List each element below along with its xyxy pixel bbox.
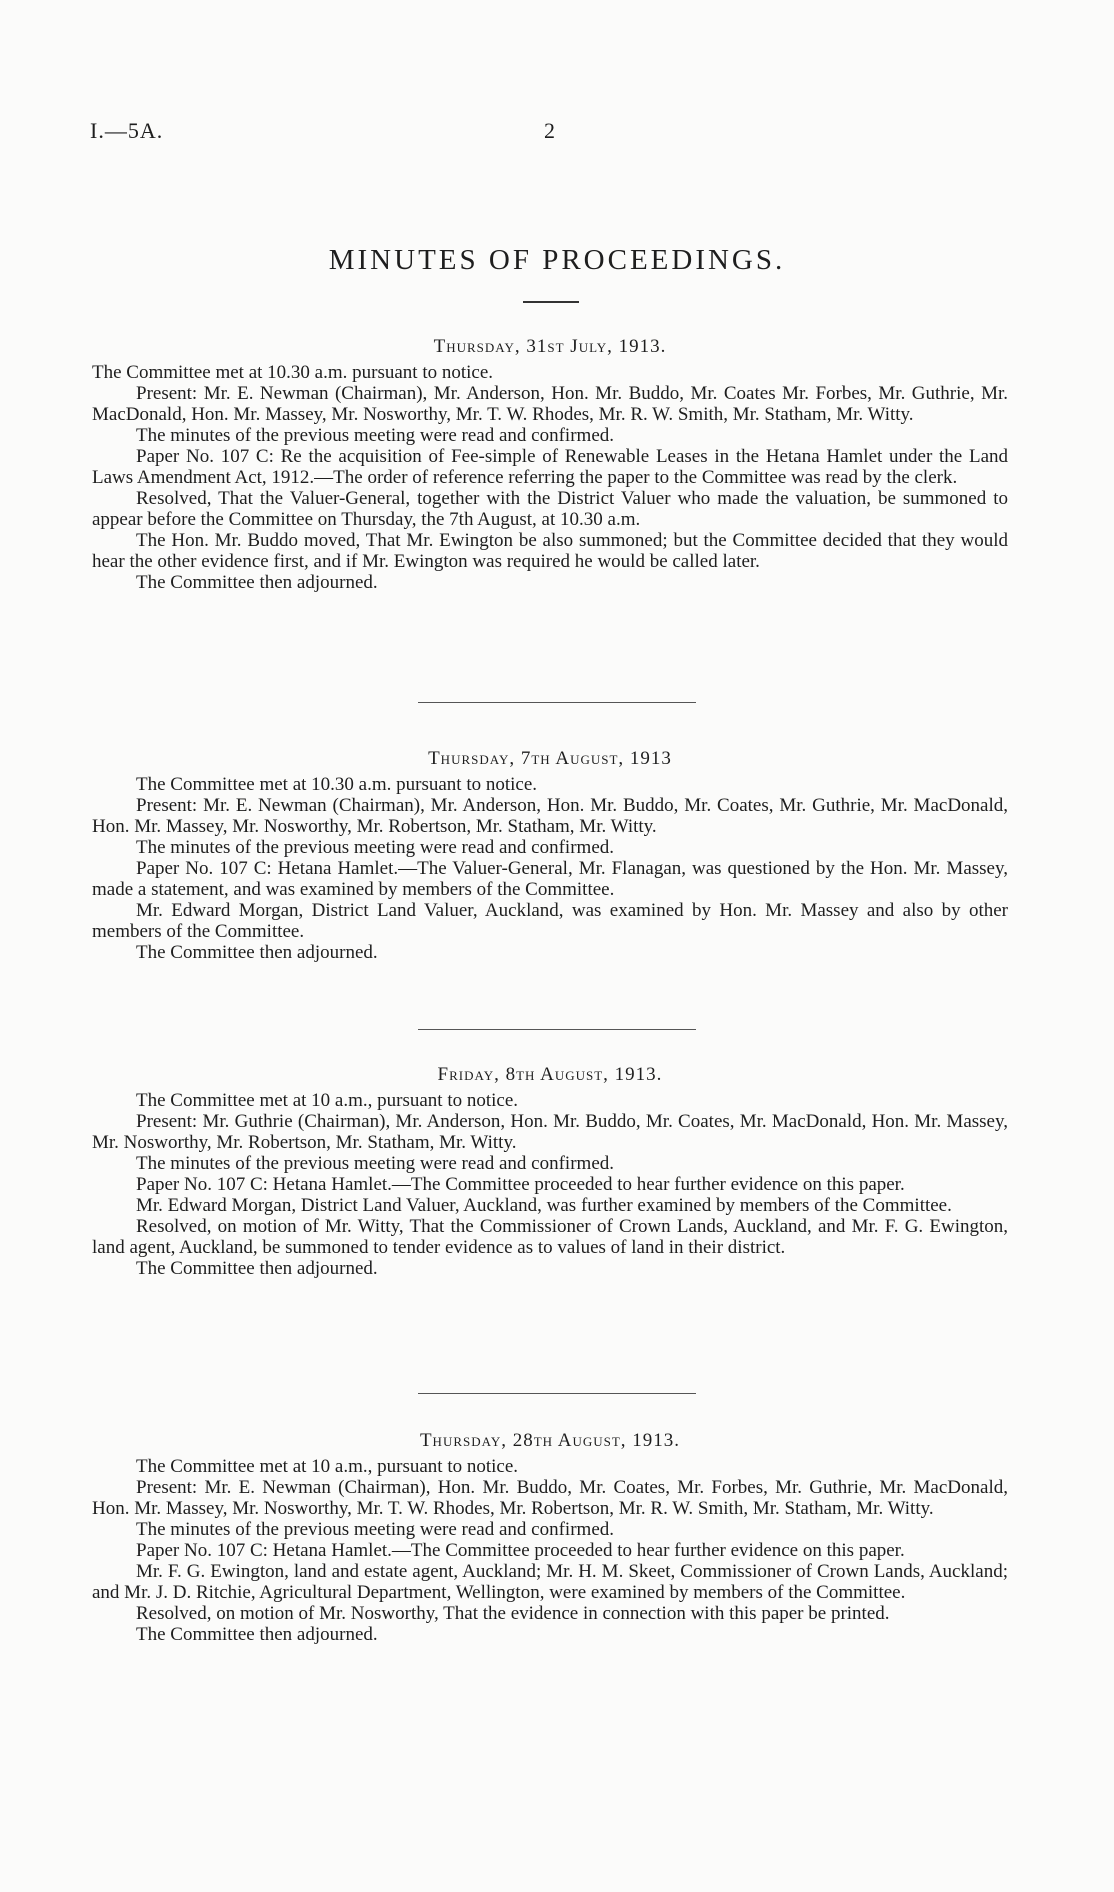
paragraph: Present: Mr. E. Newman (Chairman), Mr. Anderson, Hon. Mr. Buddo, Mr. Coates, Mr. Guthrie, Mr. MacDonald, Hon. Mr. Massey, Mr. Nosworthy, Mr. Robertson, Mr. Statham, Mr. Witty.	[92, 795, 1008, 837]
paragraph: Mr. F. G. Ewington, land and estate agent, Auckland; Mr. H. M. Skeet, Commissioner of Crown Lands, Auckland; and Mr. J. D. Ritchie, Agricultural Department, Wellington, were examined by members of the Committee.	[92, 1561, 1008, 1603]
paragraph: The Committee then adjourned.	[136, 942, 378, 963]
paragraph: Resolved, That the Valuer-General, together with the District Valuer who made the valuation, be summoned to appear before the Committee on Thursday, the 7th August, at 10.30 a.m.	[92, 488, 1008, 530]
paragraph: The Committee then adjourned.	[136, 1624, 378, 1645]
minutes-section-1	[92, 336, 1008, 593]
page-header	[90, 118, 1030, 148]
paragraph: The Committee met at 10 a.m., pursuant to notice.	[136, 1090, 519, 1111]
minutes-section-3	[92, 1064, 1008, 1279]
paragraph: Resolved, on motion of Mr. Witty, That the Commissioner of Crown Lands, Auckland, and Mr. F. G. Ewington, land agent, Auckland, be summoned to tender evidence as to values of land in their district.	[92, 1216, 1008, 1258]
paragraph: Mr. Edward Morgan, District Land Valuer, Auckland, was examined by Hon. Mr. Massey and also by other members of the Committee.	[92, 900, 1008, 942]
minutes-section-4	[92, 1430, 1008, 1645]
paragraph: Paper No. 107 C: Re the acquisition of Fee-simple of Renewable Leases in the Hetana Hamlet under the Land Laws Amendment Act, 1912.—The order of reference referring the paper to the Committee was read by the clerk.	[92, 446, 1008, 488]
paragraph: Resolved, on motion of Mr. Nosworthy, That the evidence in connection with this paper be printed.	[136, 1603, 890, 1624]
section-date: Thursday, 28th August, 1913.	[419, 1430, 681, 1451]
paragraph: The minutes of the previous meeting were read and confirmed.	[136, 837, 614, 858]
section-date: Thursday, 7th August, 1913	[428, 748, 672, 769]
section-divider	[418, 1029, 696, 1030]
paragraph: Paper No. 107 C: Hetana Hamlet.—The Valuer-General, Mr. Flanagan, was questioned by the Hon. Mr. Massey, made a statement, and was examined by members of the Committee.	[92, 858, 1008, 900]
paragraph: Present: Mr. Guthrie (Chairman), Mr. Anderson, Hon. Mr. Buddo, Mr. Coates, Mr. MacDonald, Hon. Mr. Massey, Mr. Nosworthy, Mr. Robertson, Mr. Statham, Mr. Witty.	[92, 1111, 1008, 1153]
section-divider	[418, 1393, 696, 1394]
paragraph: The Committee met at 10.30 a.m. pursuant to notice.	[92, 362, 494, 383]
paragraph: The Committee met at 10 a.m., pursuant to notice.	[136, 1456, 519, 1477]
paragraph: Present: Mr. E. Newman (Chairman), Mr. Anderson, Hon. Mr. Buddo, Mr. Coates Mr. Forbes, Mr. Guthrie, Mr. MacDonald, Hon. Mr. Massey, Mr. Nosworthy, Mr. T. W. Rhodes, Mr. R. W. Smith, Mr. Statham, Mr. Witty.	[92, 383, 1008, 425]
paragraph: The minutes of the previous meeting were read and confirmed.	[136, 1153, 614, 1174]
page-title: MINUTES OF PROCEEDINGS.	[328, 244, 786, 276]
paragraph: The Hon. Mr. Buddo moved, That Mr. Ewington be also summoned; but the Committee decided that they would hear the other evidence first, and if Mr. Ewington was required he would be called later.	[92, 530, 1008, 572]
paragraph: The Committee then adjourned.	[136, 1258, 378, 1279]
paragraph: Present: Mr. E. Newman (Chairman), Hon. Mr. Buddo, Mr. Coates, Mr. Forbes, Mr. Guthrie, Mr. MacDonald, Hon. Mr. Massey, Mr. Nosworthy, Mr. T. W. Rhodes, Mr. Robertson, Mr. R. W. Smith, Mr. Statham, Mr. Witty.	[92, 1477, 1008, 1519]
paragraph: The minutes of the previous meeting were read and confirmed.	[136, 1519, 614, 1540]
paragraph: Mr. Edward Morgan, District Land Valuer, Auckland, was further examined by members of the Committee.	[136, 1195, 952, 1216]
paragraph: The minutes of the previous meeting were read and confirmed.	[136, 425, 614, 446]
section-date: Friday, 8th August, 1913.	[437, 1064, 663, 1085]
paragraph: The Committee then adjourned.	[136, 572, 378, 593]
minutes-section-2	[92, 748, 1008, 963]
paragraph: Paper No. 107 C: Hetana Hamlet.—The Committee proceeded to hear further evidence on this paper.	[136, 1174, 905, 1195]
page-reference: I.—5A.	[90, 118, 164, 143]
section-date: Thursday, 31st July, 1913.	[433, 336, 667, 357]
section-divider	[418, 702, 696, 703]
paragraph: Paper No. 107 C: Hetana Hamlet.—The Committee proceeded to hear further evidence on this paper.	[136, 1540, 905, 1561]
page-number: 2	[544, 118, 555, 143]
title-rule	[523, 301, 579, 303]
paragraph: The Committee met at 10.30 a.m. pursuant to notice.	[136, 774, 538, 795]
